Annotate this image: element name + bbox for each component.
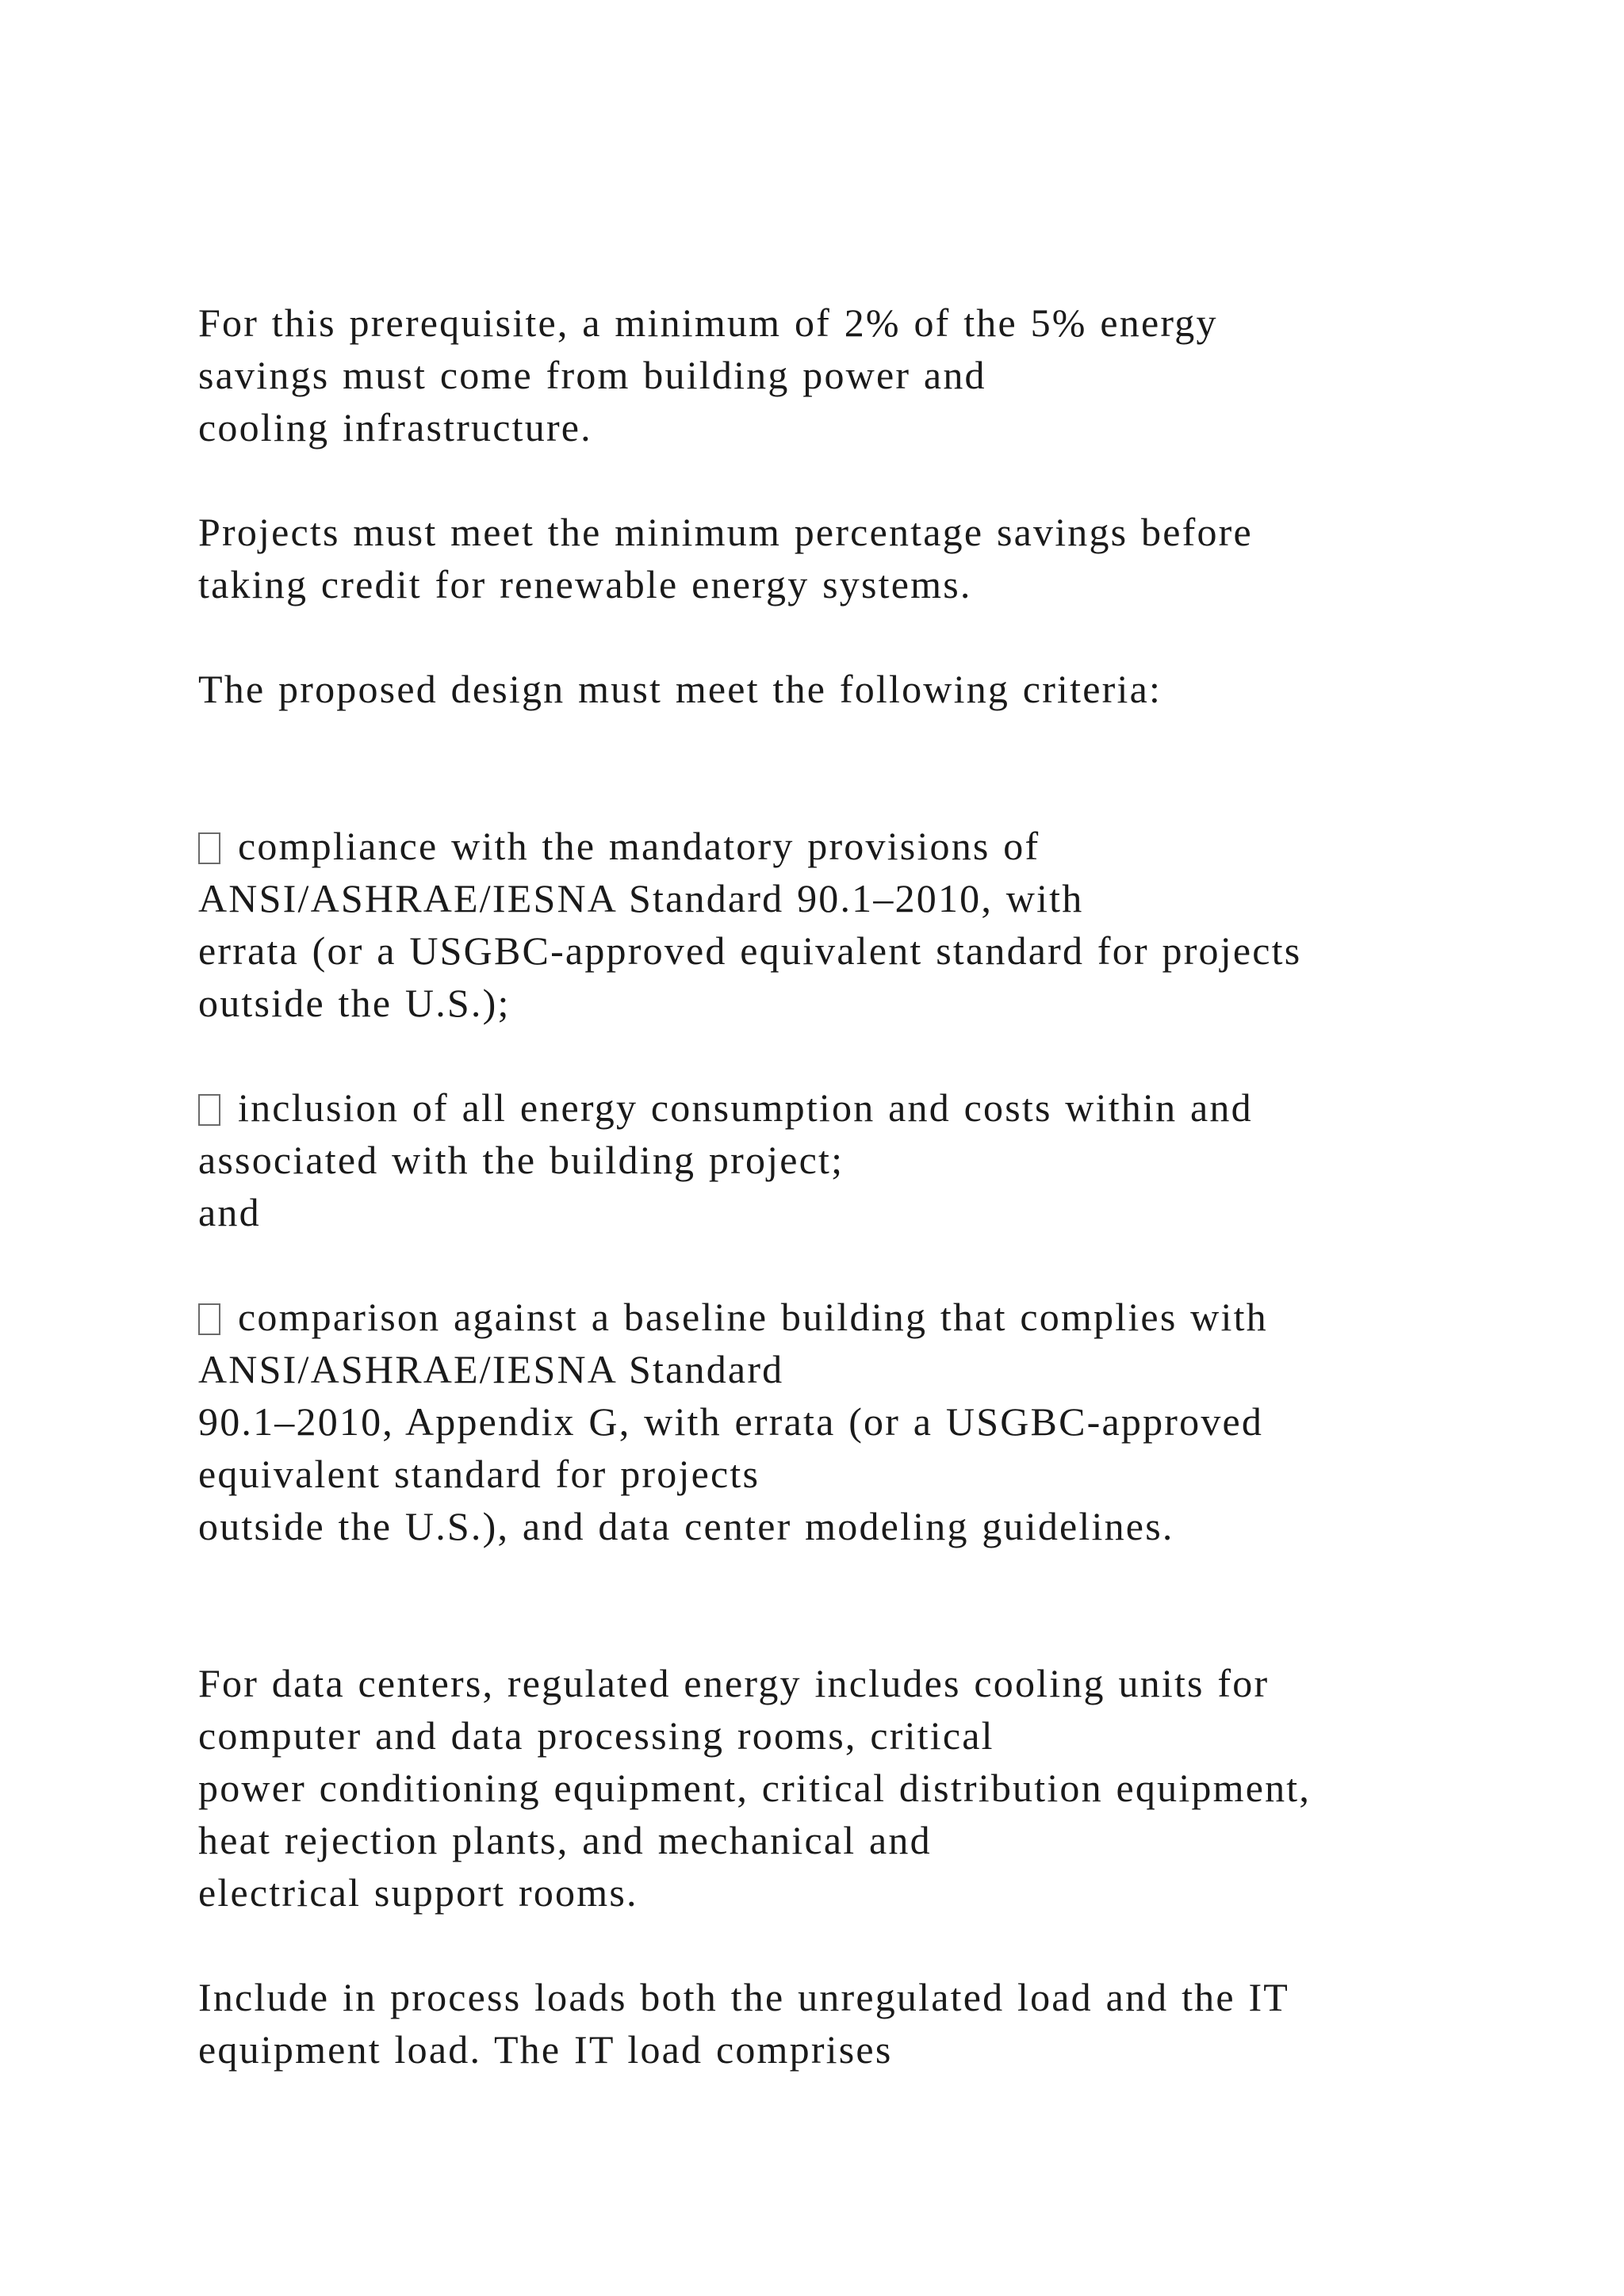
text-line: The proposed design must meet the following criteria: (198, 667, 1162, 711)
bullet-item-comparison (198, 1291, 1546, 1552)
paragraph-data-centers (198, 1657, 1546, 1919)
text-line: computer and data processing rooms, critical (198, 1713, 994, 1758)
paragraph-spacer (198, 1919, 1546, 1971)
text-line: compliance with the mandatory provisions of (238, 824, 1040, 868)
text-line: inclusion of all energy consumption and costs within and (238, 1085, 1253, 1130)
text-line: taking credit for renewable energy systems. (198, 562, 972, 607)
paragraph-criteria-intro (198, 663, 1546, 715)
text-line: outside the U.S.); (198, 981, 511, 1025)
text-line: heat rejection plants, and mechanical and (198, 1818, 932, 1862)
text-line: power conditioning equipment, critical distribution equipment, (198, 1766, 1312, 1810)
text-line: Projects must meet the minimum percentage savings before (198, 510, 1253, 554)
document-body (198, 297, 1546, 2076)
paragraph-prerequisite (198, 297, 1546, 453)
text-line: equivalent standard for projects (198, 1452, 760, 1496)
paragraph-spacer (198, 715, 1546, 820)
missing-glyph-bullet-icon (198, 832, 220, 864)
bullet-item-inclusion (198, 1081, 1546, 1238)
text-line: outside the U.S.), and data center modeling guidelines. (198, 1504, 1174, 1548)
text-line: For data centers, regulated energy includes cooling units for (198, 1661, 1270, 1705)
paragraph-process-loads (198, 1971, 1546, 2076)
paragraph-spacer (198, 453, 1546, 506)
text-line: 90.1–2010, Appendix G, with errata (or a USGBC-approved (198, 1399, 1264, 1444)
text-line: savings must come from building power and (198, 353, 986, 397)
paragraph-spacer (198, 1552, 1546, 1657)
text-line: and (198, 1190, 261, 1234)
text-line: electrical support rooms. (198, 1870, 638, 1915)
text-line: For this prerequisite, a minimum of 2% of the 5% energy (198, 300, 1218, 345)
bullet-item-compliance (198, 820, 1546, 1029)
text-line: Include in process loads both the unregulated load and the IT (198, 1975, 1290, 2019)
text-line: associated with the building project; (198, 1138, 845, 1182)
text-line: equipment load. The IT load comprises (198, 2027, 893, 2072)
text-line: errata (or a USGBC-approved equivalent standard for projects (198, 928, 1302, 973)
paragraph-spacer (198, 1029, 1546, 1081)
paragraph-spacer (198, 610, 1546, 663)
text-line: ANSI/ASHRAE/IESNA Standard (198, 1347, 784, 1391)
text-line: comparison against a baseline building that complies with (238, 1295, 1268, 1339)
text-line: ANSI/ASHRAE/IESNA Standard 90.1–2010, with (198, 876, 1084, 920)
missing-glyph-bullet-icon (198, 1094, 220, 1126)
paragraph-minimum-savings (198, 506, 1546, 610)
text-line: cooling infrastructure. (198, 405, 592, 450)
missing-glyph-bullet-icon (198, 1303, 220, 1335)
paragraph-spacer (198, 1238, 1546, 1291)
